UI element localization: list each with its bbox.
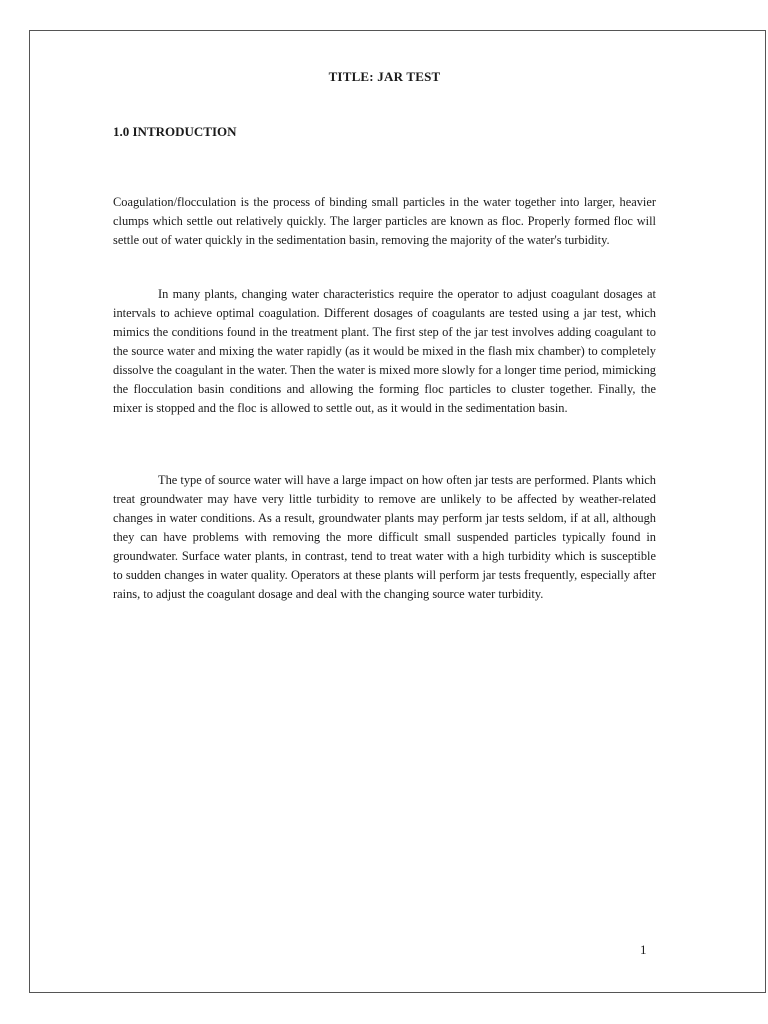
paragraph-2: In many plants, changing water characteristics require the operator to adjust coagulant dosages at intervals to achieve optimal coagulation. Different dosages of coagulants are tested using a jar test, which mimics the conditions found in the treatment plant. The first step of the jar test involves adding coagulant to the source water and mixing the water rapidly (as it would be mixed in the flash mix chamber) to completely dissolve the coagulant in the water. Then the water is mixed more slowly for a longer time period, mimicking the flocculation basin conditions and allowing the forming floc particles to cluster together. Finally, the mixer is stopped and the floc is allowed to settle out, as it would in the sedimentation basin. [113,287,656,415]
paragraph-3: The type of source water will have a large impact on how often jar tests are performed. Plants which treat groundwater may have very little turbidity to remove are unlikely to be affected by weather-related changes in water conditions. As a result, groundwater plants may perform jar tests seldom, if at all, although they can have problems with removing the more difficult small suspended particles typically found in groundwater. Surface water plants, in contrast, tend to treat water with a high turbidity which is susceptible to sudden changes in water quality. Operators at these plants will perform jar tests frequently, especially after rains, to adjust the coagulant dosage and deal with the changing source water turbidity. [113,473,656,601]
page-number: 1 [640,942,647,957]
section-heading: 1.0 INTRODUCTION [113,124,237,139]
paragraph-1: Coagulation/flocculation is the process of binding small particles in the water together into larger, heavier clumps which settle out relatively quickly. The larger particles are known as floc. Properly formed floc will settle out of water quickly in the sedimentation basin, removing the majority of the water's turbidity. [113,195,656,247]
document-title: TITLE: JAR TEST [328,69,441,84]
